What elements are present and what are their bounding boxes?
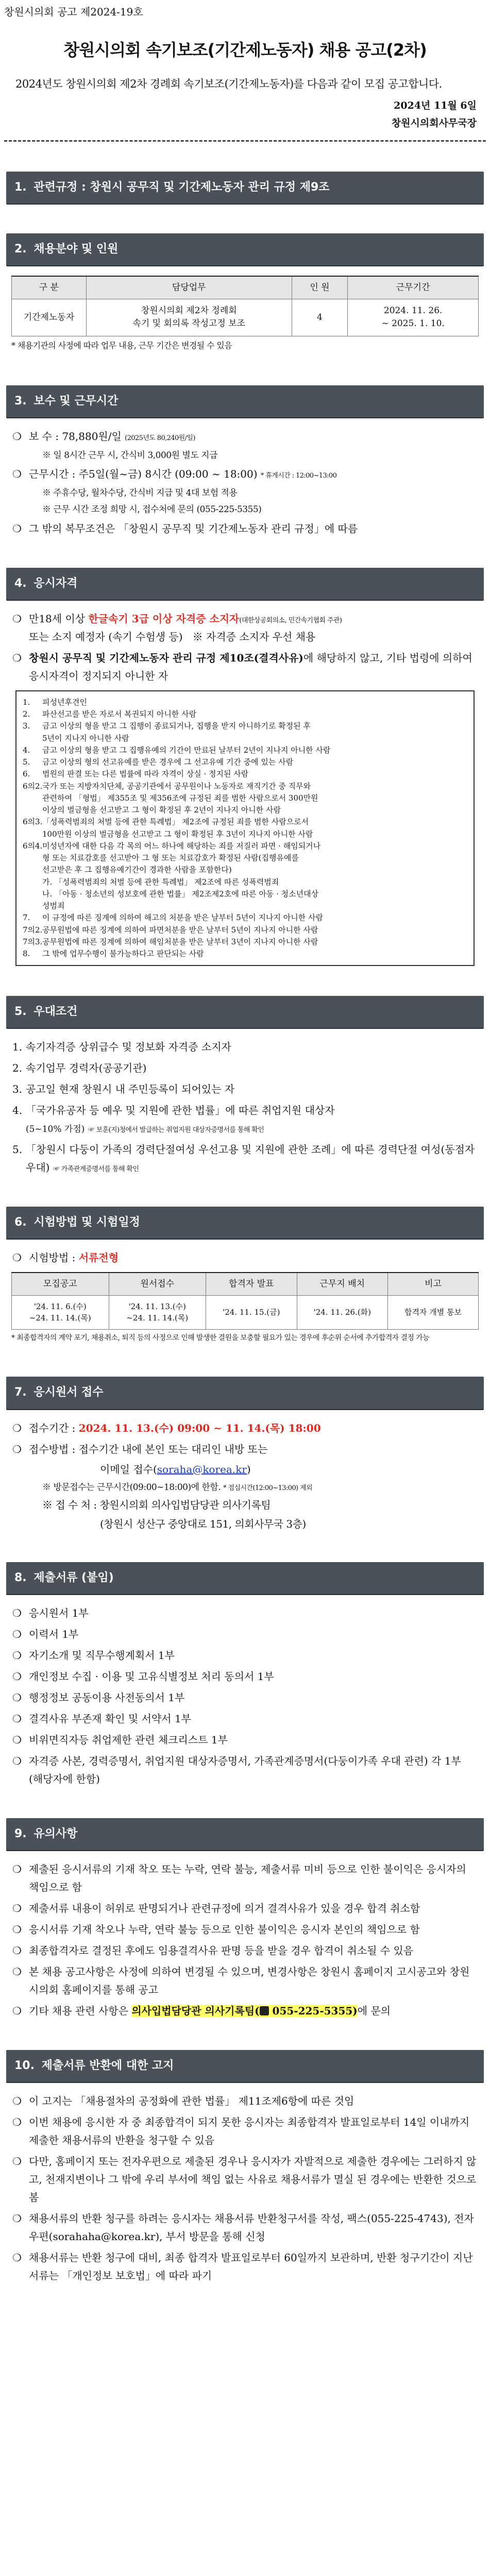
section-header-4: [6, 568, 484, 600]
pay-text: 보 수 : 78,880원/일: [29, 430, 122, 443]
disqualification-text: 이상의 벌금형을 선고받고 그 형이 확정된 후 2년이 지나지 아니한 사람: [42, 805, 281, 815]
bullet: ❍: [12, 1713, 22, 1725]
qual-text: 만18세 이상: [29, 612, 89, 625]
section-title: 제출서류 반환에 대한 고지: [41, 2059, 174, 2073]
return-item: [12, 2092, 478, 2110]
disqualification-key: 4.: [23, 745, 30, 755]
document-item: [12, 1689, 478, 1707]
disqualification-text: 금고 이상의 형의 선고유예를 받은 경우에 그 선고유예 기간 중에 있는 사람: [42, 757, 294, 767]
disqualification-line: [23, 912, 467, 924]
caution-item: [12, 1942, 478, 1960]
bullet: ❍: [12, 2155, 22, 2168]
disqualification-line: [23, 744, 467, 756]
table-note: * 최종합격자의 계약 포기, 채용취소, 퇴직 등의 사정으로 인해 발생한 결원을 보충할 필요가 있는 경우에 후순위 순서에 추가합격자 결정 가능: [11, 1333, 429, 1342]
disqualification-line: [23, 720, 467, 732]
disqualification-line: [23, 840, 467, 852]
table-cell: 합격자 개별 통보: [388, 1295, 479, 1329]
contact-phone: 055-225-5355): [268, 2005, 358, 2018]
issuer: 창원시의회사무국장: [391, 117, 477, 129]
disqualification-text: 5년이 지나지 아니한 사람: [42, 733, 129, 743]
qual-issuer: (대한상공회의소, 민간속기협회 주관): [239, 616, 342, 624]
caution-item: [12, 1900, 478, 1918]
preference-text: 「창원시 다둥이 가족의 경력단절여성 우선고용 및 지원에 관한 조례」에 따른 경력단절 여성(동점자 우대): [26, 1143, 475, 1174]
table-cell: '24. 11. 13.(수) ~24. 11. 14.(목): [109, 1295, 206, 1329]
divider: [4, 140, 486, 142]
bullet: ❍: [12, 2212, 22, 2225]
bullet: ❍: [12, 1923, 22, 1936]
section-title: 시험방법 및 시험일정: [33, 1216, 140, 1229]
document-item: [12, 1710, 478, 1728]
document-item: [12, 1625, 478, 1643]
section-title: 채용분야 및 인원: [33, 243, 119, 256]
notice-number: 창원시의회 공고 제2024-19호: [4, 6, 143, 18]
bullet: ❍: [12, 1755, 22, 1768]
disqualification-key: 6의2.: [23, 781, 43, 791]
disqualification-key: 6의3.: [23, 817, 43, 827]
disqualification-key: 6.: [23, 769, 30, 779]
disqualification-line: [23, 876, 467, 888]
hours-note: ※ 근무 시간 조정 희망 시, 접수처에 문의 (055-225-5355): [42, 504, 262, 515]
office-address: (창원시 성산구 중앙대로 151, 의회사무국 3층): [100, 1517, 306, 1530]
return-item-text: 다만, 홈페이지 또는 전자우편으로 제출된 경우나 응시자가 자발적으로 제출한 경우에는 그러하지 않고, 천재지변이나 그 밖에 우리 부서에 책임 없는 사유로 채용서류가 멸실 된 경우에는 반환한 것으로 봄: [29, 2155, 477, 2204]
schedule-table: [11, 1272, 479, 1329]
disqualification-line: [23, 708, 467, 720]
document-item-text: 결격사유 부존재 확인 및 서약서 1부: [29, 1713, 191, 1725]
table-cell: '24. 11. 26.(화): [297, 1295, 388, 1329]
bullet: ❍: [12, 1944, 22, 1957]
disqualification-line: [23, 948, 467, 960]
qual-highlight: 한글속기 3급 이상 자격증 소지자: [88, 612, 240, 625]
disqualification-text: 성범죄: [42, 901, 65, 911]
table-header: 인 원: [292, 276, 348, 299]
caution-item-text: 제출된 응시서류의 기재 착오 또는 누락, 연락 불능, 제출서류 미비 등으로 인한 불이익은 응시자의 책임으로 함: [29, 1863, 466, 1894]
bullet: ❍: [12, 2251, 22, 2264]
bullet: ❍: [12, 1691, 22, 1704]
section-header-7: [6, 1377, 484, 1409]
period-value: 2024. 11. 13.(수) 09:00 ~ 11. 14.(목) 18:00: [78, 1421, 321, 1434]
disqualification-text: 관련하여 「형법」 제355조 및 제356조에 규정된 죄를 범한 사람으로서 300만원: [42, 793, 318, 803]
caution-item: [12, 1921, 478, 1939]
table-cell: '24. 11. 15.(금): [206, 1295, 297, 1329]
section-header-5: [6, 996, 484, 1028]
return-item-text: 이 고지는 「채용절차의 공정화에 관한 법률」 제11조제6항에 따른 것임: [29, 2095, 354, 2108]
disqualification-text: 공무원법에 따른 징계에 의하여 해임처분을 받은 날부터 3년이 지나지 아니한 사람: [42, 937, 318, 946]
document-item-text: 응시원서 1부: [29, 1607, 89, 1620]
disqualification-text: 나. 「아동 · 청소년의 성보호에 관한 법률」 제2조제2호에 따른 아동 · 청소년대상: [42, 889, 319, 899]
preference-check: ☞ 가족관계증명서를 통해 확인: [53, 1165, 139, 1174]
section-title: 보수 및 근무시간: [33, 394, 119, 408]
table-header: 비고: [388, 1273, 479, 1295]
section-number: 5.: [14, 1005, 27, 1019]
disqualification-line: [23, 864, 467, 876]
disqualification-text: 그 밖에 업무수행이 불가능하다고 판단되는 사람: [42, 949, 204, 959]
bullet: ❍: [12, 1670, 22, 1683]
document-item-text: 자기소개 및 직무수행계획서 1부: [29, 1649, 175, 1662]
table-cell: 창원시의회 제2차 정례회 속기 및 회의록 작성고정 보조: [86, 299, 292, 336]
section-header-6: [6, 1207, 484, 1239]
table-header: 구 분: [12, 276, 87, 299]
method-value: 서류전형: [78, 1251, 119, 1264]
bullet: ❍: [12, 1863, 22, 1876]
bullet: ❍: [12, 2116, 22, 2129]
disqualification-key: 8.: [23, 949, 30, 959]
disqualification-text: 형 또는 치료감호를 선고받아 그 형 또는 치료감호가 확정된 사람(집행유예를: [42, 853, 299, 863]
table-header: 모집공고: [12, 1273, 109, 1295]
caution-item-text: 본 채용 공고사항은 사정에 의하여 변경될 수 있으며, 변경사항은 창원시 홈페이지 고시공고와 창원시의회 홈페이지를 통해 공고: [29, 1965, 470, 1996]
document-item-text: 비위면직자등 취업제한 관련 체크리스트 1부: [29, 1734, 228, 1747]
bullet: ❍: [12, 1628, 22, 1641]
table-row: [12, 299, 479, 336]
return-item: [12, 2153, 478, 2207]
preference-item: 1. 속기자격증 상위급수 및 정보화 자격증 소지자: [12, 1041, 231, 1054]
office: ※ 접 수 처 : 창원시의회 의사입법담당관 의사기록팀: [42, 1498, 271, 1511]
section-title: 우대조건: [33, 1005, 78, 1019]
disqualification-line: [23, 768, 467, 780]
table-header: 근무기간: [348, 276, 479, 299]
cautions-list: [0, 1860, 490, 1999]
caution-item: [12, 1860, 478, 1896]
return-item-text: 채용서류는 반환 청구에 대비, 최종 합격자 발표일로부터 60일까지 보관하며, 반환 청구기간이 지난 서류는 「개인정보 보호법」에 따라 파기: [29, 2251, 473, 2282]
contact-highlight: 의사입법담당관 의사기록팀(: [131, 2005, 260, 2018]
disqualification-text: 국가 또는 지방자치단체, 공공기관에서 공무원이나 노동자로 재직기간 중 직무와: [42, 781, 311, 791]
section-number: 6.: [14, 1216, 27, 1229]
disqualification-line: [23, 888, 467, 900]
document-item: [12, 1604, 478, 1622]
preference-item: 3. 공고일 현재 창원시 내 주민등록이 되어있는 자: [12, 1083, 235, 1096]
section-number: 2.: [14, 243, 27, 256]
section-header-2: [6, 233, 484, 265]
disqualification-line: [23, 697, 467, 708]
document-item-text: 이력서 1부: [29, 1628, 79, 1641]
disqualification-box: [15, 690, 475, 967]
disqualification-line: [23, 900, 467, 912]
qual-rule: 창원시 공무직 및 기간제노동자 관리 규정 제10조(결격사유): [29, 651, 303, 664]
disqualification-text: 100만원 이상의 벌금형을 선고받고 그 형이 확정된 후 3년이 지나지 아니한 사람: [42, 829, 313, 839]
bullet: ❍: [12, 2095, 22, 2108]
period-label: 접수기간 :: [29, 1421, 79, 1434]
caution-item-text: 응시서류 기재 착오나 누락, 연락 불능 등으로 인한 불이익은 응시자 본인의 책임으로 함: [29, 1923, 420, 1936]
preference-text: 속기자격증 상위급수 및 정보화 자격증 소지자: [26, 1041, 231, 1054]
preference-item: 5. 「창원시 다둥이 가족의 경력단절여성 우선고용 및 지원에 관한 조례」에 따른 경력단절 여성(동점자 우대) ☞ 가족관계증명서를 통해 확인: [12, 1143, 475, 1174]
section-header-10: [6, 2050, 484, 2082]
section-title: 관련규정 : 창원시 공무직 및 기간제노동자 관리 규정 제9조: [33, 181, 330, 194]
disqualification-key: 5.: [23, 757, 30, 767]
disqualification-key: 6의4.: [23, 841, 43, 851]
disqualification-key: 1.: [23, 697, 30, 707]
table-cell: 4: [292, 299, 348, 336]
caution-text: 기타 채용 관련 사항은: [29, 2005, 132, 2018]
disqualification-text: 법원의 판결 또는 다른 법률에 따라 자격이 상실 · 정지된 사람: [42, 769, 249, 779]
document-item: [12, 1647, 478, 1665]
section-header-1: [6, 172, 484, 204]
table-header: 합격자 발표: [206, 1273, 297, 1295]
application-period: ❍ 접수기간 : 2024. 11. 13.(수) 09:00 ~ 11. 14.(목) 18:00: [12, 1421, 321, 1434]
visit-note: [12, 1481, 478, 1494]
document-item: [12, 1731, 478, 1749]
qualification-1: ❍ 만18세 이상 한글속기 3급 이상 자격증 소지자(대한상공회의소, 민간속기협회 주관) 또는 소지 예정자 (속기 수험생 등) ※ 자격증 소지자 우선 채용: [12, 612, 342, 643]
disqualification-text: 파산선고를 받은 자로서 복권되지 아니한 사람: [42, 709, 197, 719]
section-title: 응시원서 접수: [33, 1386, 104, 1399]
bullet: ❍: [12, 1649, 22, 1662]
hours-text: 근무시간 : 주5일(월~금) 8시간 (09:00 ~ 18:00): [29, 467, 258, 480]
break-time: * 휴게시간 : 12:00~13:00: [260, 471, 337, 480]
hours-item: ❍ 근무시간 : 주5일(월~금) 8시간 (09:00 ~ 18:00) * 휴게시간 : 12:00~13:00: [12, 467, 337, 480]
disqualification-text: 피성년후견인: [42, 697, 87, 707]
disqualification-key: 7의2.: [23, 925, 43, 935]
disqualification-line: [23, 792, 467, 804]
preference-text: 공고일 현재 창원시 내 주민등록이 되어있는 자: [26, 1083, 235, 1096]
table-note: * 채용기관의 사정에 따라 업무 내용, 근무 기간은 변경될 수 있음: [11, 340, 232, 350]
table-cell: '24. 11. 6.(수) ~24. 11. 14.(목): [12, 1295, 109, 1329]
return-item: [12, 2113, 478, 2149]
notice-date: 2024년 11월 6일: [394, 100, 477, 112]
email-suffix: ): [246, 1463, 251, 1476]
disqualification-text: 선고받은 후 그 집행유예기간이 경과한 사람을 포함한다): [42, 865, 232, 875]
section-number: 4.: [14, 577, 27, 590]
phone-icon: [260, 2006, 269, 2015]
disqualification-line: [23, 733, 467, 744]
document-item-text: 자격증 사본, 경력증명서, 취업지원 대상자증명서, 가족관계증명서(다둥이가족 우대 관련) 각 1부 (해당자에 한함): [29, 1755, 461, 1786]
disqualification-text: 금고 이상의 형을 받고 그 집행이 종료되거나, 집행을 받지 아니하기로 확정된 후: [42, 721, 311, 731]
preference-text: 속기업무 경력자(공공기관): [26, 1062, 147, 1075]
disqualification-text: 가. 「성폭력범죄의 처벌 등에 관한 특례법」 제2조에 따른 성폭력범죄: [42, 877, 279, 887]
section-header-9: [6, 1818, 484, 1850]
caution-text: 에 문의: [357, 2005, 391, 2018]
documents-list: [0, 1604, 490, 1788]
preference-check: ☞ 보훈(지)청에서 발급하는 취업지원 대상자증명서를 통해 확인: [88, 1126, 264, 1134]
preference-text: 「국가유공자 등 예우 및 지원에 관한 법률」에 따른 취업지원 대상자: [26, 1104, 335, 1117]
preference-points: (5~10% 가점): [26, 1124, 85, 1135]
section-number: 9.: [14, 1827, 27, 1841]
section-title: 제출서류 (붙임): [33, 1571, 114, 1584]
application-method: ❍ 접수방법 : 접수기간 내에 본인 또는 대리인 내방 또는: [12, 1443, 268, 1455]
intro-text: 2024년도 창원시의회 제2차 경례회 속기보조(기간제노동자)를 다음과 같이 모집 공고합니다.: [15, 77, 442, 90]
recruit-table: [11, 276, 479, 336]
disqualification-key: 3.: [23, 721, 30, 731]
visit-text: ※ 방문접수는 근무시간(09:00~18:00)에 한함.: [42, 1482, 221, 1493]
document-item: [12, 1752, 478, 1788]
other-text: 그 밖의 복무조건은 「창원시 공무직 및 기간제노동자 관리 규정」에 따름: [29, 522, 358, 535]
disqualification-key: 2.: [23, 709, 30, 719]
section-number: 8.: [14, 1571, 27, 1584]
return-item: [12, 2249, 478, 2285]
return-item: [12, 2210, 478, 2246]
bullet: ❍: [12, 1734, 22, 1747]
section-number: 3.: [14, 394, 27, 408]
table-header: 원서접수: [109, 1273, 206, 1295]
section-header-8: [6, 1562, 484, 1594]
preference-item: 2. 속기업무 경력자(공공기관): [12, 1062, 147, 1075]
disqualification-line: [23, 756, 467, 768]
disqualification-line: [23, 924, 467, 936]
preference-item: 4. 「국가유공자 등 예우 및 지원에 관한 법률」에 따른 취업지원 대상자 (5~10% 가점) ☞ 보훈(지)청에서 발급하는 취업지원 대상자증명서를 통해 확인: [12, 1104, 335, 1135]
qual-text: 또는 소지 예정자 (속기 수험생 등): [29, 630, 183, 643]
disqualification-line: [23, 781, 467, 792]
table-cell: 2024. 11. 26. ~ 2025. 1. 10.: [348, 299, 479, 336]
email-line: [12, 1462, 478, 1478]
disqualification-text: 이 규정에 따른 징계에 의하여 해고의 처분을 받은 날부터 5년이 지나지 아니한 사람: [42, 913, 323, 923]
return-list: [0, 2092, 490, 2285]
section-number: 1.: [14, 181, 27, 194]
disqualification-text: 「성폭력범죄의 처벌 등에 관한 특례법」 제2조에 규정된 죄를 범한 사람으로서: [42, 817, 309, 827]
return-item-text: 채용서류의 반환 청구를 하려는 응시자는 채용서류 반환청구서를 작성, 팩스(055-225-4743), 전자우편(sorahaha@korea.kr), 부서 방문을 통해 신청: [29, 2212, 474, 2243]
disqualification-text: 금고 이상의 형을 받고 그 집행유예의 기간이 만료된 날부터 2년이 지나지 아니한 사람: [42, 745, 331, 755]
hours-note: ※ 주휴수당, 월차수당, 간식비 지급 및 4대 보험 적용: [42, 487, 238, 498]
caution-item: [12, 1963, 478, 1999]
method-text: 접수방법 : 접수기간 내에 본인 또는 대리인 내방 또는: [29, 1443, 268, 1455]
bullet: ❍: [12, 1607, 22, 1620]
disqualification-text: 공무원법에 따른 징계에 의하여 파면처분을 받은 날부터 5년이 지나지 아니한 사람: [42, 925, 318, 935]
table-header: 담당업무: [86, 276, 292, 299]
bullet: ❍: [12, 1902, 22, 1915]
caution-item-text: 제출서류 내용이 허위로 판명되거나 관련규정에 의거 결격사유가 있을 경우 합격 취소함: [29, 1902, 420, 1915]
lunch-note: * 점심시간(12:00~13:00) 제외: [223, 1484, 312, 1492]
qual-text: 에 해당하지 않고, 기타 법령에 의하여 응시자격이 정지되지 아니한 자: [29, 651, 472, 682]
caution-item-text: 최종합격자로 결정된 후에도 임용결격사유 판명 등을 받을 경우 합격이 취소될 수 있음: [29, 1944, 414, 1957]
email-link[interactable]: soraha@korea.kr: [157, 1463, 247, 1476]
section-number: 10.: [14, 2059, 35, 2073]
section-title: 유의사항: [33, 1827, 78, 1841]
disqualification-key: 7.: [23, 913, 30, 923]
table-cell: 기간제노동자: [12, 299, 87, 336]
table-header: 근무지 배치: [297, 1273, 388, 1295]
return-item-text: 이번 채용에 응시한 자 중 최종합격이 되지 못한 응시자는 최종합격자 발표일로부터 14일 이내까지 제출한 채용서류의 반환을 청구할 수 있음: [29, 2116, 470, 2147]
page-title: 창원시의회 속기보조(기간제노동자) 채용 공고(2차): [63, 40, 427, 60]
exam-method: ❍ 시험방법 : 서류전형: [12, 1251, 119, 1264]
bullet: ❍: [12, 1965, 22, 1978]
disqualification-line: [23, 804, 467, 816]
pay-note: ※ 일 8시간 근무 시, 간식비 3,000원 별도 지급: [42, 450, 218, 461]
disqualification-line: [23, 828, 467, 840]
disqualification-line: [23, 936, 467, 948]
disqualification-key: 7의3.: [23, 937, 43, 946]
disqualification-line: [23, 816, 467, 828]
document-item-text: 개인정보 수집 · 이용 및 고유식별정보 처리 동의서 1부: [29, 1670, 274, 1683]
section-header-3: [6, 385, 484, 417]
pay-next-year: (2025년도 80,240원/일): [125, 434, 195, 442]
qual-note: ※ 자격증 소지자 우선 채용: [192, 630, 316, 643]
other-conditions: ❍ 그 밖의 복무조건은 「창원시 공무직 및 기간제노동자 관리 규정」에 따름: [12, 522, 358, 535]
table-row: [12, 1295, 479, 1329]
section-number: 7.: [14, 1386, 27, 1399]
disqualification-text: 미성년자에 대한 다음 각 목의 어느 하나에 해당하는 죄를 저질러 파면 · 해임되거나: [42, 841, 321, 851]
email-prefix: 이메일 접수(: [100, 1463, 157, 1476]
section-title: 응시자격: [33, 577, 78, 590]
method-label: 시험방법 :: [29, 1251, 79, 1264]
caution-item: ❍ 기타 채용 관련 사항은 의사입법담당관 의사기록팀( 055-225-5355)에 문의: [12, 2005, 391, 2018]
document-item-text: 행정정보 공동이용 사전동의서 1부: [29, 1691, 185, 1704]
pay-item: ❍ 보 수 : 78,880원/일 (2025년도 80,240원/일): [12, 430, 195, 443]
disqualification-line: [23, 852, 467, 864]
qualification-2: ❍ 창원시 공무직 및 기간제노동자 관리 규정 제10조(결격사유)에 해당하지 않고, 기타 법령에 의하여 응시자격이 정지되지 아니한 자: [12, 651, 472, 682]
document-item: [12, 1668, 478, 1686]
